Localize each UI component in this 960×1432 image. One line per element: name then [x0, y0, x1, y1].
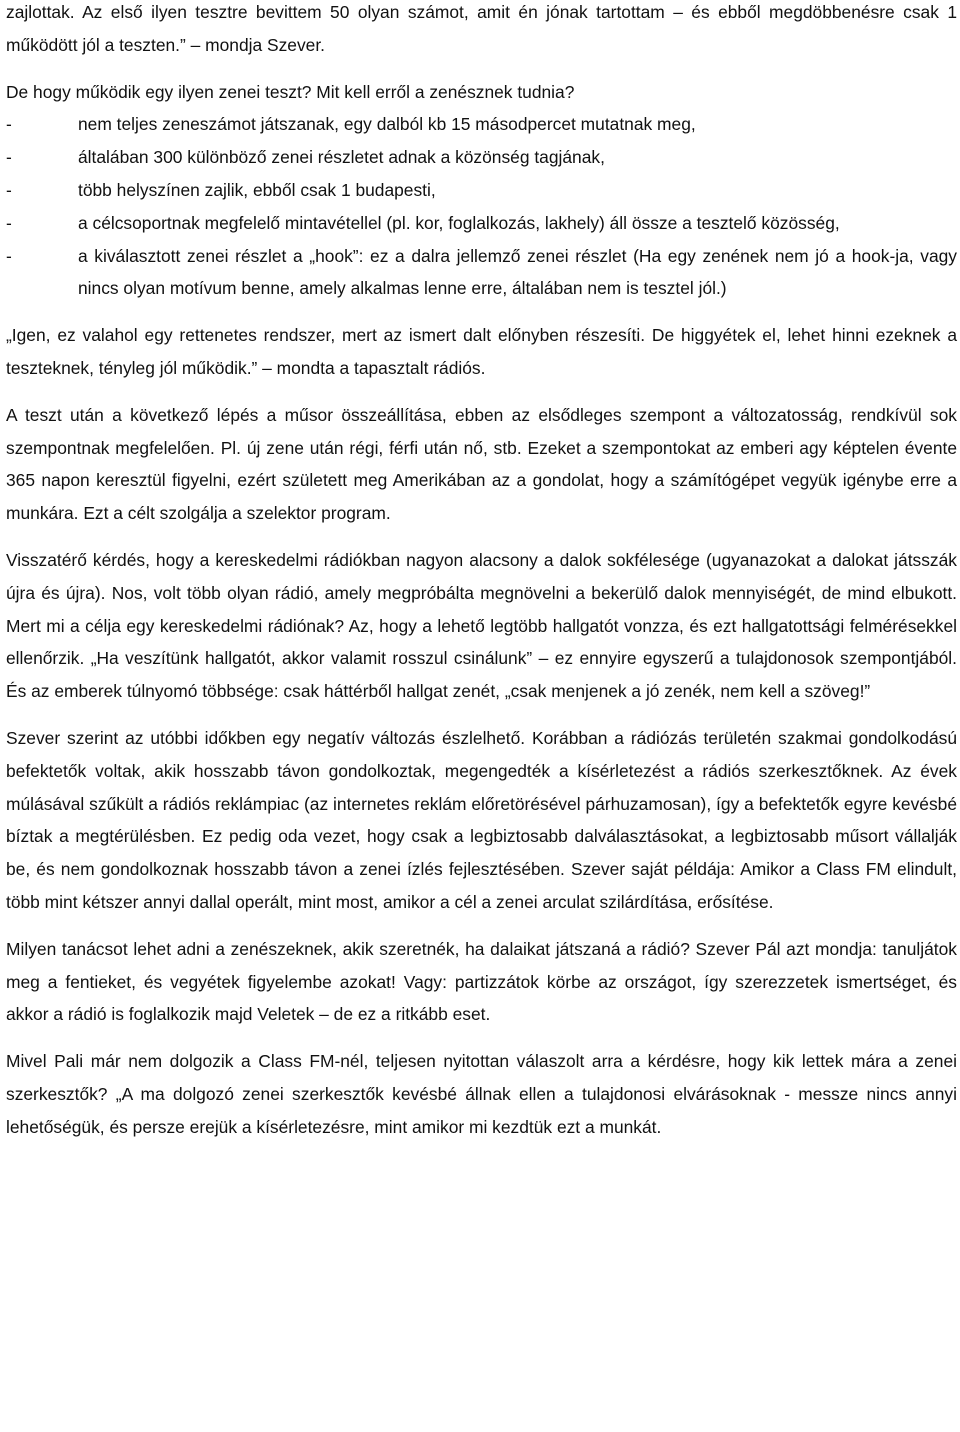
paragraph-variety-question: Visszatérő kérdés, hogy a kereskedelmi rádiókban nagyon alacsony a dalok sokfélesége (ugyanazokat a dalokat játsszák újra és újra). Nos, volt több olyan rádió, amely megpróbálta megnövelni a bekerülő dalok mennyiségét, de mind elbukott. Mert mi a célja egy kereskedelmi rádiónak? Az, hogy a lehető legtöbb hallgatót vonzza, és ezt hallgatottsági felmérésekkel ellenőrzik. „Ha veszítünk hallgatót, akkor valamit rosszul csinálunk” – ez ennyire egyszerű a tulajdonosok szempontjából. És az emberek túlnyomó többsége: csak háttérből hallgat zenét, „csak menjenek a jó zenék, nem kell a szöveg!”	[6, 549, 957, 702]
list-item-text: általában 300 különböző zenei részletet adnak a közönség tagjának,	[78, 147, 605, 168]
bullet-dash: -	[6, 114, 12, 135]
list-item	[6, 207, 957, 240]
paragraph-advice: Milyen tanácsot lehet adni a zenészeknek, akik szeretnék, ha dalaikat játszaná a rádió? Szever Pál azt mondja: tanuljátok meg a fentieket, és vegyétek figyelembe azokat! Vagy: partizzátok körbe az országot, így szerezzetek ismertséget, és akkor a rádió is foglalkozik majd Veletek – de ez a ritkább eset.	[6, 938, 957, 1025]
list-item-text: a kiválasztott zenei részlet a „hook”: ez a dalra jellemző zenei részlet (Ha egy zenének nem jó a hook-ja, vagy nincs olyan motívum benne, amely alkalmas lenne erre, általában nem is tesztel jól.)	[78, 245, 957, 299]
bullet-dash: -	[6, 179, 12, 200]
paragraph-negative-change: Szever szerint az utóbbi időkben egy negatív változás észlelhető. Korábban a rádiózás területén szakmai gondolkodású befektetők voltak, akik hosszabb távon gondolkoztak, megengedték a kísérletezést a rádiós szerkesztőknek. Az évek múlásával szűkült a rádiós reklámpiac (az internetes reklám előretörésével párhuzamosan), így a befektetők egyre kevésbé bíztak a megtérülésben. Ez pedig oda vezet, hogy csak a legbiztosabb dalválasztásokat, a legbiztosabb műsort vállalják be, és nem gondolkoznak hosszabb távon a zenei ízlés fejlesztésében. Szever saját példája: Amikor a Class FM elindult, több mint kétszer annyi dallal operált, mint most, amikor a cél a zenei arculat szilárdítása, erősítése.	[6, 727, 957, 912]
list-item	[6, 240, 957, 306]
bullet-dash: -	[6, 147, 12, 168]
bullet-dash: -	[6, 212, 12, 233]
list-item	[6, 174, 957, 207]
list-item-text: a célcsoportnak megfelelő mintavétellel (pl. kor, foglalkozás, lakhely) áll össze a tesztelő közösség,	[78, 212, 840, 233]
list-item	[6, 108, 957, 141]
paragraph-selector-program: A teszt után a következő lépés a műsor összeállítása, ebben az elsődleges szempont a változatosság, rendkívül sok szempontnak megfelelően. Pl. új zene után régi, férfi után nő, stb. Ezeket a szempontokat az emberi agy képtelen évente 365 napon keresztül figyelni, ezért született meg Amerikában az a gondolat, hogy a számítógépet vegyük igénybe erre a munkára. Ezt a célt szolgálja a szelektor program.	[6, 404, 957, 524]
paragraph-intro-quote: zajlottak. Az első ilyen tesztre bevittem 50 olyan számot, amit én jónak tartottam – és ebből megdöbbenésre csak 1 működött jól a teszten.” – mondja Szever.	[6, 2, 957, 55]
list-item-text: nem teljes zeneszámot játszanak, egy dalból kb 15 másodpercet mutatnak meg,	[78, 114, 696, 135]
paragraph-editors: Mivel Pali már nem dolgozik a Class FM-nél, teljesen nyitottan válaszolt arra a kérdésre, hogy kik lettek mára a zenei szerkesztők? „A ma dolgozó zenei szerkesztők kevésbé állnak ellen a tulajdonosi elvárásoknak - messze nincs annyi lehetőségük, és persze erejük a kísérletezésre, mint amikor mi kezdtük ezt a munkát.	[6, 1051, 957, 1137]
list-item-text: több helyszínen zajlik, ebből csak 1 budapesti,	[78, 179, 436, 200]
bullet-dash: -	[6, 245, 12, 266]
bullet-list	[6, 108, 957, 305]
paragraph-question: De hogy működik egy ilyen zenei teszt? Mit kell erről a zenésznek tudnia?	[6, 81, 575, 102]
list-item	[6, 141, 957, 174]
paragraph-radio-quote: „Igen, ez valahol egy rettenetes rendszer, mert az ismert dalt előnyben részesíti. De higgyétek el, lehet hinni ezeknek a teszteknek, tényleg jól működik.” – mondta a tapasztalt rádiós.	[6, 325, 957, 378]
document-page	[6, 0, 957, 1144]
